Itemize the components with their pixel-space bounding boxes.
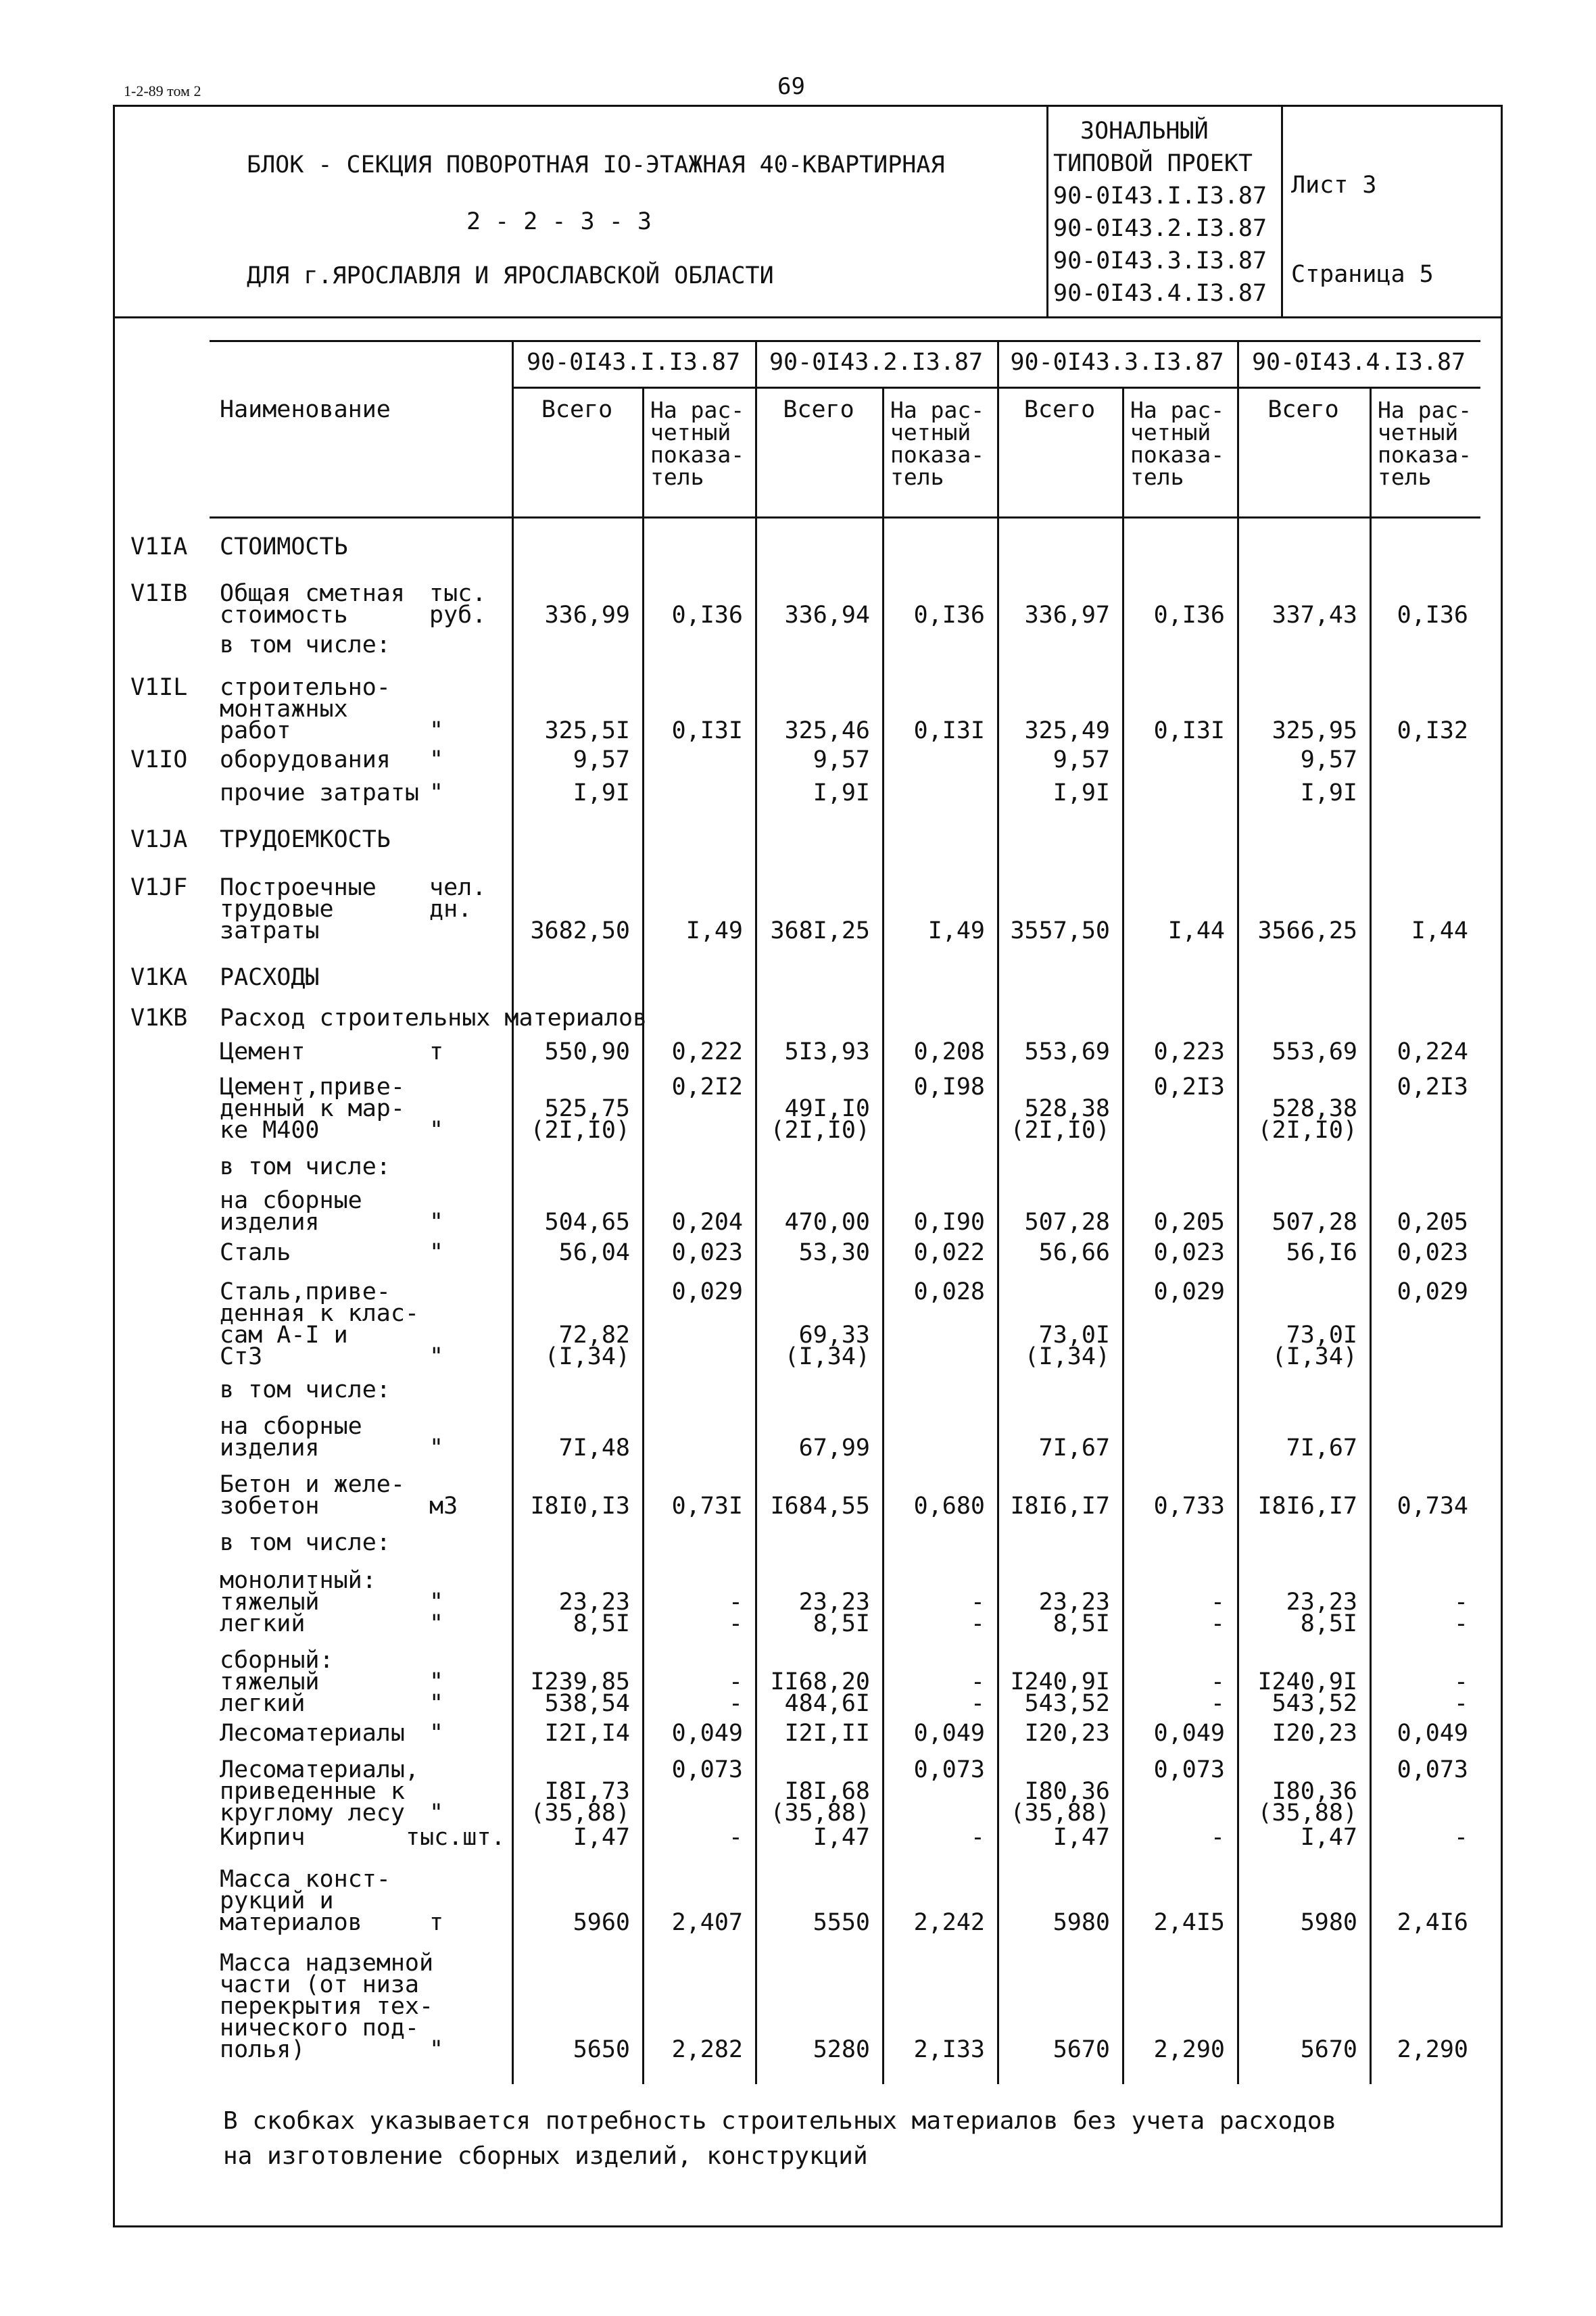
table-cell: I,47 xyxy=(1053,1824,1110,1851)
table-cell: - - xyxy=(970,1589,985,1637)
project-header: 90-0I43.I.I3.87 xyxy=(526,349,741,376)
table-cell: 53,30 xyxy=(798,1239,870,1266)
row-unit: " xyxy=(429,1209,444,1236)
row-name: Расход строительных материалов xyxy=(220,1005,648,1032)
row-name: Кирпич xyxy=(220,1824,306,1851)
total-header: Всего xyxy=(783,396,854,423)
table-cell: 2,290 xyxy=(1153,2036,1225,2063)
table-cell: I,47 xyxy=(1300,1824,1357,1851)
indicator-header: На рас- четный показа- тель xyxy=(1378,397,1472,490)
table-cell: 67,99 xyxy=(798,1434,870,1462)
row-name: Сталь xyxy=(220,1239,291,1266)
table-cell: - - xyxy=(1453,1668,1468,1717)
row-unit: тыс.шт. xyxy=(406,1824,506,1851)
table-cell: 0,I36 xyxy=(1397,602,1468,629)
table-cell: 9,57 xyxy=(1053,746,1110,773)
row-unit: чел. дн. xyxy=(429,874,487,923)
table-cell: 550,90 xyxy=(544,1038,630,1065)
table-cell: 0,I3I xyxy=(1153,717,1225,744)
table-cell: 0,733 xyxy=(1153,1493,1225,1520)
table-cell: 5670 xyxy=(1300,2036,1357,2063)
row-name: Построечные трудовые затраты xyxy=(220,874,377,944)
row-name: Лесоматериалы xyxy=(220,1720,405,1747)
row-unit: " xyxy=(429,1239,444,1266)
table-cell: 0,2I3 xyxy=(1153,1073,1225,1101)
table-cell: 2,242 xyxy=(913,1909,985,1936)
table-cell: 0,I36 xyxy=(913,602,985,629)
table-cell: 3566,25 xyxy=(1257,917,1357,944)
table-cell: 0,205 xyxy=(1397,1209,1468,1236)
table-cell: - xyxy=(728,1824,743,1851)
table-cell: 0,073 xyxy=(1153,1756,1225,1783)
table-cell: 3682,50 xyxy=(530,917,630,944)
row-name: строительно- монтажных работ xyxy=(220,674,391,744)
table-cell: 9,57 xyxy=(573,746,630,773)
table-cell: 69,33 (I,34) xyxy=(784,1322,870,1370)
page-number: 69 xyxy=(777,73,805,100)
table-cell: 336,99 xyxy=(544,602,630,629)
table-cell: I8I,68 (35,88) xyxy=(770,1778,870,1827)
doc-reference: 1-2-89 том 2 xyxy=(124,82,201,99)
table-cell: 2,4I6 xyxy=(1397,1909,1468,1936)
table-cell: I,9I xyxy=(1300,779,1357,806)
table-cell: 528,38 (2I,I0) xyxy=(1257,1095,1357,1144)
table-cell: 0,049 xyxy=(671,1720,743,1747)
table-cell: 5280 xyxy=(813,2036,870,2063)
row-name: в том числе: xyxy=(220,1376,391,1403)
project-line: 90-0I43.2.I3.87 xyxy=(1053,215,1267,242)
table-cell: - - xyxy=(728,1589,743,1637)
table-cell: I2I,II xyxy=(784,1720,870,1747)
table-cell: 0,073 xyxy=(1397,1756,1468,1783)
row-name: РАСХОДЫ xyxy=(220,964,320,991)
table-cell: 5960 xyxy=(573,1909,630,1936)
table-cell: 0,73I xyxy=(671,1493,743,1520)
row-name: Сталь,приве- денная к клас- сам А-I и Ст3 xyxy=(220,1278,420,1370)
row-unit: т xyxy=(429,1038,444,1065)
table-cell: I,9I xyxy=(813,779,870,806)
table-cell: 3557,50 xyxy=(1010,917,1110,944)
table-cell: 2,282 xyxy=(671,2036,743,2063)
title-line-3: ДЛЯ г.ЯРОСЛАВЛЯ И ЯРОСЛАВСКОЙ ОБЛАСТИ xyxy=(247,262,774,289)
table-cell: 73,0I (I,34) xyxy=(1024,1322,1110,1370)
table-cell: 5550 xyxy=(813,1909,870,1936)
table-cell: 2,407 xyxy=(671,1909,743,1936)
row-name: Бетон и желе- зобетон xyxy=(220,1471,405,1520)
table-cell: 337,43 xyxy=(1272,602,1357,629)
table-cell: I,44 xyxy=(1411,917,1468,944)
table-cell: 553,69 xyxy=(1024,1038,1110,1065)
row-unit: " xyxy=(429,1720,444,1747)
table-cell: 0,204 xyxy=(671,1209,743,1236)
table-cell: 0,023 xyxy=(1153,1239,1225,1266)
table-cell: 553,69 xyxy=(1272,1038,1357,1065)
table-cell: I684,55 xyxy=(770,1493,870,1520)
table-cell: 5980 xyxy=(1053,1909,1110,1936)
indicator-header: На рас- четный показа- тель xyxy=(650,397,745,490)
row-code: V1KA xyxy=(130,964,188,991)
row-unit: " xyxy=(429,1434,444,1462)
table-cell: 9,57 xyxy=(813,746,870,773)
table-cell: 528,38 (2I,I0) xyxy=(1010,1095,1110,1144)
page-label: Страница 5 xyxy=(1291,261,1434,288)
table-cell: I,49 xyxy=(927,917,985,944)
table-cell: 507,28 xyxy=(1024,1209,1110,1236)
table-cell: 23,23 8,5I xyxy=(1038,1589,1110,1637)
row-name: монолитный: тяжелый легкий xyxy=(220,1567,377,1637)
table-cell: 0,I3I xyxy=(913,717,985,744)
table-cell: - xyxy=(970,1824,985,1851)
row-code: V1IO xyxy=(130,746,188,773)
project-line: 90-0I43.3.I3.87 xyxy=(1053,247,1267,274)
row-name: в том числе: xyxy=(220,631,391,658)
table-cell: 0,029 xyxy=(671,1278,743,1305)
total-header: Всего xyxy=(541,396,613,423)
table-cell: I240,9I 543,52 xyxy=(1010,1668,1110,1717)
row-unit: " xyxy=(429,1343,444,1370)
table-cell: 7I,67 xyxy=(1038,1434,1110,1462)
project-header: 90-0I43.3.I3.87 xyxy=(1010,349,1224,376)
row-name: оборудования xyxy=(220,746,391,773)
table-cell: 49I,I0 (2I,I0) xyxy=(770,1095,870,1144)
row-name: Цемент xyxy=(220,1038,306,1065)
table-cell: - - xyxy=(970,1668,985,1717)
table-cell: I,9I xyxy=(573,779,630,806)
table-cell: I239,85 538,54 xyxy=(530,1668,630,1717)
project-line: 90-0I43.I.I3.87 xyxy=(1053,183,1267,210)
total-header: Всего xyxy=(1267,396,1339,423)
table-cell: 0,073 xyxy=(913,1756,985,1783)
project-line: ЗОНАЛЬНЫЙ xyxy=(1080,118,1209,145)
table-cell: I8I0,I3 xyxy=(530,1493,630,1520)
table-cell: 0,224 xyxy=(1397,1038,1468,1065)
table-cell: I80,36 (35,88) xyxy=(1010,1778,1110,1827)
table-cell: 368I,25 xyxy=(770,917,870,944)
row-code: V1JF xyxy=(130,874,188,901)
row-code: V1IL xyxy=(130,674,188,701)
row-code: V1JA xyxy=(130,826,188,853)
row-unit: " xyxy=(429,1800,444,1827)
table-top-line xyxy=(210,340,1480,342)
row-name: Лесоматериалы, приведенные к круглому лесу xyxy=(220,1756,420,1827)
table-cell: 5I3,93 xyxy=(784,1038,870,1065)
table-cell: - - xyxy=(1453,1589,1468,1637)
table-cell: 0,208 xyxy=(913,1038,985,1065)
row-name: на сборные изделия xyxy=(220,1413,362,1462)
table-cell: 507,28 xyxy=(1272,1209,1357,1236)
table-cell: 73,0I (I,34) xyxy=(1272,1322,1357,1370)
total-header: Всего xyxy=(1023,396,1096,423)
indicator-header: На рас- четный показа- тель xyxy=(890,397,985,490)
table-cell: 0,I98 xyxy=(913,1073,985,1101)
row-name: Общая сметная стоимость xyxy=(220,580,405,629)
table-cell: 56,I6 xyxy=(1286,1239,1357,1266)
table-cell: I8I6,I7 xyxy=(1257,1493,1357,1520)
project-header: 90-0I43.2.I3.87 xyxy=(769,349,984,376)
table-cell: I20,23 xyxy=(1024,1720,1110,1747)
row-unit: " " xyxy=(429,1589,444,1637)
project-header: 90-0I43.4.I3.87 xyxy=(1251,349,1466,376)
table-cell: 23,23 8,5I xyxy=(798,1589,870,1637)
table-cell: 0,I36 xyxy=(1153,602,1225,629)
table-cell: 336,94 xyxy=(784,602,870,629)
table-cell: 7I,48 xyxy=(558,1434,630,1462)
table-cell: I,9I xyxy=(1053,779,1110,806)
row-name: ТРУДОЕМКОСТЬ xyxy=(220,826,391,853)
title-line-2: 2 - 2 - 3 - 3 xyxy=(466,208,652,235)
table-cell: 0,049 xyxy=(1397,1720,1468,1747)
table-cell: I,44 xyxy=(1167,917,1225,944)
table-cell: 0,I32 xyxy=(1397,717,1468,744)
table-cell: 5670 xyxy=(1053,2036,1110,2063)
row-unit: " xyxy=(429,2036,444,2063)
table-cell: 23,23 8,5I xyxy=(558,1589,630,1637)
table-cell: I8I,73 (35,88) xyxy=(530,1778,630,1827)
project-header-line xyxy=(512,387,1480,389)
row-name: в том числе: xyxy=(220,1153,391,1180)
row-unit: м3 xyxy=(429,1493,458,1520)
table-cell: 504,65 xyxy=(544,1209,630,1236)
table-cell: 0,2I2 xyxy=(671,1073,743,1101)
table-cell: 0,222 xyxy=(671,1038,743,1065)
table-cell: 0,028 xyxy=(913,1278,985,1305)
table-cell: 525,75 (2I,I0) xyxy=(530,1095,630,1144)
table-cell: 7I,67 xyxy=(1286,1434,1357,1462)
table-cell: 0,2I3 xyxy=(1397,1073,1468,1101)
table-cell: I,49 xyxy=(685,917,743,944)
table-cell: I80,36 (35,88) xyxy=(1257,1778,1357,1827)
row-name: в том числе: xyxy=(220,1529,391,1556)
row-name: Масса конст- рукций и материалов xyxy=(220,1866,391,1936)
table-cell: 2,290 xyxy=(1397,2036,1468,2063)
table-cell: I8I6,I7 xyxy=(1010,1493,1110,1520)
table-cell: 0,023 xyxy=(671,1239,743,1266)
footnote: В скобках указывается потребность строительных материалов без учета расходов на изготовление сборных изделий, конструкций xyxy=(223,2107,1337,2170)
row-name: Цемент,приве- денный к мар- ке М400 xyxy=(220,1073,405,1144)
table-cell: 0,734 xyxy=(1397,1493,1468,1520)
table-cell: 0,680 xyxy=(913,1493,985,1520)
row-code: V1IA xyxy=(130,533,188,560)
table-cell: 0,049 xyxy=(913,1720,985,1747)
table-cell: 0,023 xyxy=(1397,1239,1468,1266)
row-name: сборный: тяжелый легкий xyxy=(220,1647,334,1717)
table-cell: - - xyxy=(1210,1668,1225,1717)
row-unit: " xyxy=(429,717,444,744)
row-unit: " xyxy=(429,746,444,773)
sheet-label: Лист 3 xyxy=(1291,172,1377,199)
table-cell: 0,I90 xyxy=(913,1209,985,1236)
table-cell: - - xyxy=(1210,1589,1225,1637)
table-cell: 56,66 xyxy=(1038,1239,1110,1266)
row-unit: " " xyxy=(429,1668,444,1717)
project-line: 90-0I43.4.I3.87 xyxy=(1053,280,1267,307)
table-cell: I,47 xyxy=(813,1824,870,1851)
table-cell: 0,029 xyxy=(1153,1278,1225,1305)
project-line: ТИПОВОЙ ПРОЕКТ xyxy=(1053,150,1253,177)
table-cell: 5650 xyxy=(573,2036,630,2063)
table-cell: - xyxy=(1453,1824,1468,1851)
table-cell: 5980 xyxy=(1300,1909,1357,1936)
table-cell: 23,23 8,5I xyxy=(1286,1589,1357,1637)
row-unit: т xyxy=(429,1909,444,1936)
row-unit: " xyxy=(429,1117,444,1144)
table-cell: 0,022 xyxy=(913,1239,985,1266)
table-cell: 0,073 xyxy=(671,1756,743,1783)
table-cell: 0,029 xyxy=(1397,1278,1468,1305)
table-cell: - xyxy=(1210,1824,1225,1851)
table-cell: I20,23 xyxy=(1272,1720,1357,1747)
row-code: V1KB xyxy=(130,1005,188,1032)
table-cell: 0,I3I xyxy=(671,717,743,744)
indicator-header: На рас- четный показа- тель xyxy=(1130,397,1225,490)
header-bottom-line xyxy=(210,516,1480,518)
row-name: на сборные изделия xyxy=(220,1187,362,1236)
table-cell: 325,5I xyxy=(544,717,630,744)
row-unit: " xyxy=(429,779,444,806)
table-cell: 2,4I5 xyxy=(1153,1909,1225,1936)
row-name: СТОИМОСТЬ xyxy=(220,533,348,560)
table-cell: 2,I33 xyxy=(913,2036,985,2063)
name-header: Наименование xyxy=(220,396,391,423)
table-cell: 0,I36 xyxy=(671,602,743,629)
table-cell: 0,205 xyxy=(1153,1209,1225,1236)
table-cell: 325,95 xyxy=(1272,717,1357,744)
table-cell: 9,57 xyxy=(1300,746,1357,773)
table-cell: 325,49 xyxy=(1024,717,1110,744)
table-cell: 56,04 xyxy=(558,1239,630,1266)
table-cell: 325,46 xyxy=(784,717,870,744)
title-line-1: БЛОК - СЕКЦИЯ ПОВОРОТНАЯ IO-ЭТАЖНАЯ 40-КВАРТИРНАЯ xyxy=(247,151,945,178)
table-cell: I2I,I4 xyxy=(544,1720,630,1747)
table-cell: II68,20 484,6I xyxy=(770,1668,870,1717)
table-cell: 72,82 (I,34) xyxy=(544,1322,630,1370)
table-cell: - - xyxy=(728,1668,743,1717)
row-name: прочие затраты xyxy=(220,779,420,806)
table-cell: 0,049 xyxy=(1153,1720,1225,1747)
row-name: Масса надземной части (от низа перекрытия тех- нического под- полья) xyxy=(220,1950,434,2063)
table-cell: 0,223 xyxy=(1153,1038,1225,1065)
row-code: V1IB xyxy=(130,580,188,607)
table-cell: I,47 xyxy=(573,1824,630,1851)
table-cell: I240,9I 543,52 xyxy=(1257,1668,1357,1717)
table-cell: 336,97 xyxy=(1024,602,1110,629)
table-cell: 470,00 xyxy=(784,1209,870,1236)
row-unit: тыс. руб. xyxy=(429,580,487,629)
